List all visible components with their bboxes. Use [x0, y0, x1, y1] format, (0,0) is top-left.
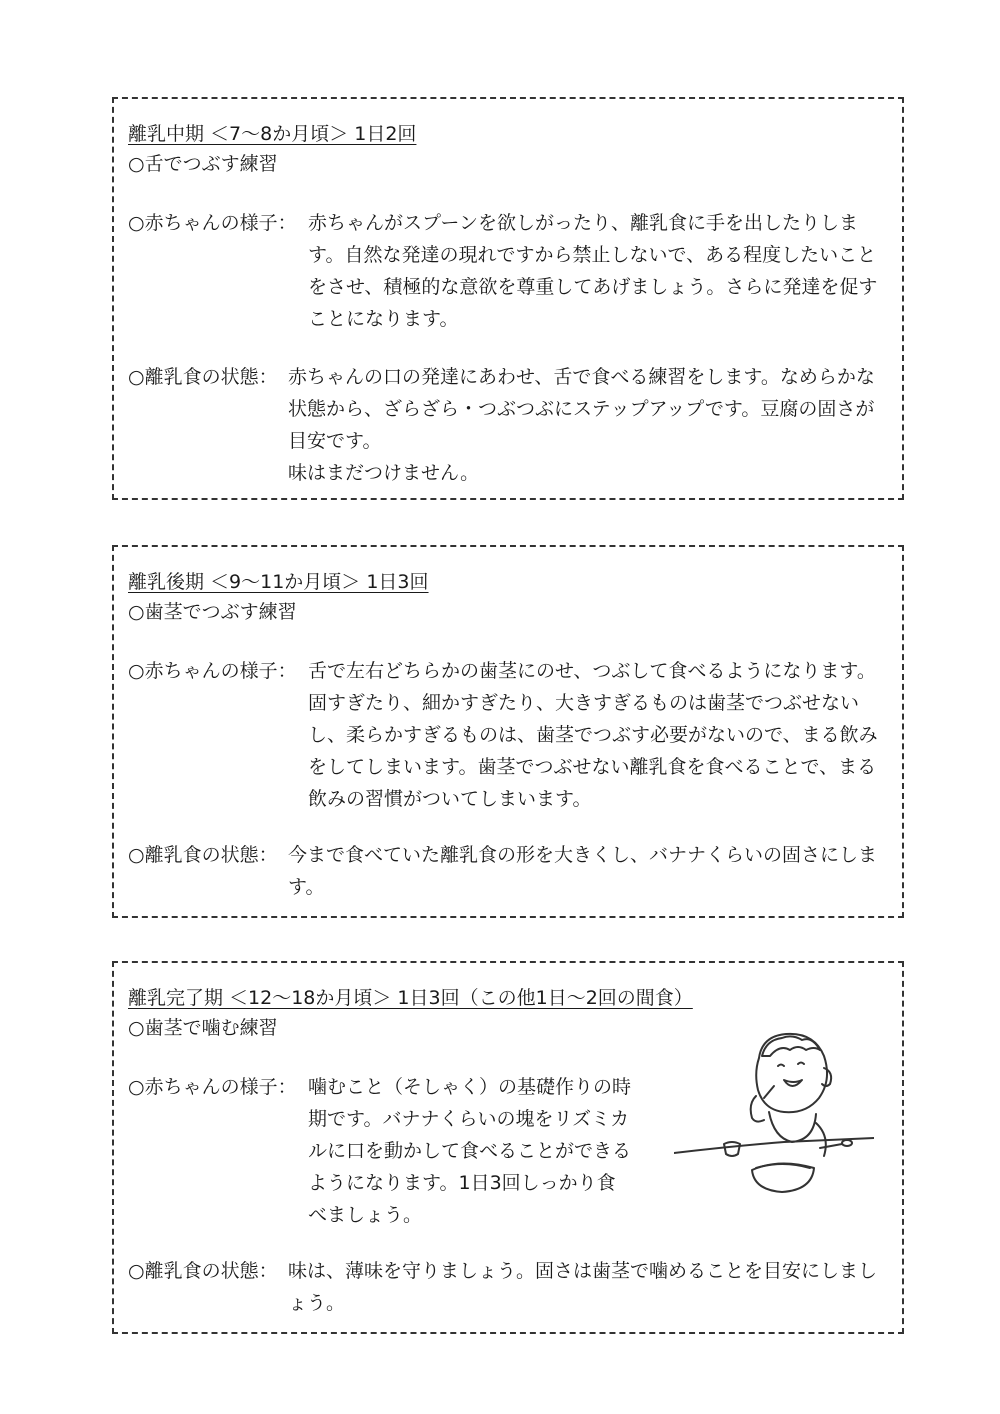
food-condition-label: ○離乳食の状態：	[128, 844, 278, 866]
food-condition-text: 味は、薄味を守りましょう。固さは歯茎で噛めることを目安にしましょう。	[288, 1260, 878, 1314]
baby-eating-illustration	[674, 1028, 874, 1198]
baby-condition-label: ○赤ちゃんの様子：	[128, 660, 297, 682]
food-condition	[128, 361, 888, 489]
baby-condition-text: 噛むこと（そしゃく）の基礎作りの時期です。バナナくらいの塊をリズミカルに口を動かして食べることができるようになります。1日3回しっかり食べましょう。	[308, 1076, 632, 1226]
baby-condition	[128, 207, 888, 335]
baby-condition	[128, 1071, 632, 1231]
food-condition-label: ○離乳食の状態：	[128, 1260, 278, 1282]
food-condition-text: 赤ちゃんの口の発達にあわせ、舌で食べる練習をします。なめらかな状態から、ざらざら・つぶつぶにステップアップです。豆腐の固さが目安です。	[288, 366, 875, 452]
section-subtitle: ○歯茎でつぶす練習	[128, 601, 297, 623]
food-condition	[128, 839, 888, 903]
baby-condition	[128, 655, 888, 815]
section-subtitle: ○歯茎で噛む練習	[128, 1017, 278, 1039]
baby-condition-label: ○赤ちゃんの様子：	[128, 1076, 297, 1098]
food-condition	[128, 1255, 888, 1319]
section-title: 離乳後期 ＜9～11か月頃＞ 1日3回	[128, 571, 429, 593]
section-title: 離乳中期 ＜7～8か月頃＞ 1日2回	[128, 123, 417, 145]
food-condition-note: 味はまだつけません。	[288, 462, 480, 484]
section-weaning-complete	[112, 961, 904, 1334]
food-condition-label: ○離乳食の状態：	[128, 366, 278, 388]
baby-condition-label: ○赤ちゃんの様子：	[128, 212, 297, 234]
baby-condition-text: 舌で左右どちらかの歯茎にのせ、つぶして食べるようになります。固すぎたり、細かすぎたり、大きすぎるものは歯茎でつぶせないし、柔らかすぎるものは、歯茎でつぶす必要がないので、まる飲みをしてしまいます。歯茎でつぶせない離乳食を食べることで、まる飲みの習慣がついてしまいます。	[308, 660, 878, 810]
baby-condition-text: 赤ちゃんがスプーンを欲しがったり、離乳食に手を出したりします。自然な発達の現れですから禁止しないで、ある程度したいことをさせ、積極的な意欲を尊重してあげましょう。さらに発達を促すことになります。	[308, 212, 878, 330]
section-weaning-late	[112, 545, 904, 918]
section-weaning-middle	[112, 97, 904, 500]
section-subtitle: ○舌でつぶす練習	[128, 153, 278, 175]
section-title: 離乳完了期 ＜12～18か月頃＞ 1日3回（この他1日～2回の間食）	[128, 987, 693, 1009]
food-condition-text: 今まで食べていた離乳食の形を大きくし、バナナくらいの固さにします。	[288, 844, 878, 898]
